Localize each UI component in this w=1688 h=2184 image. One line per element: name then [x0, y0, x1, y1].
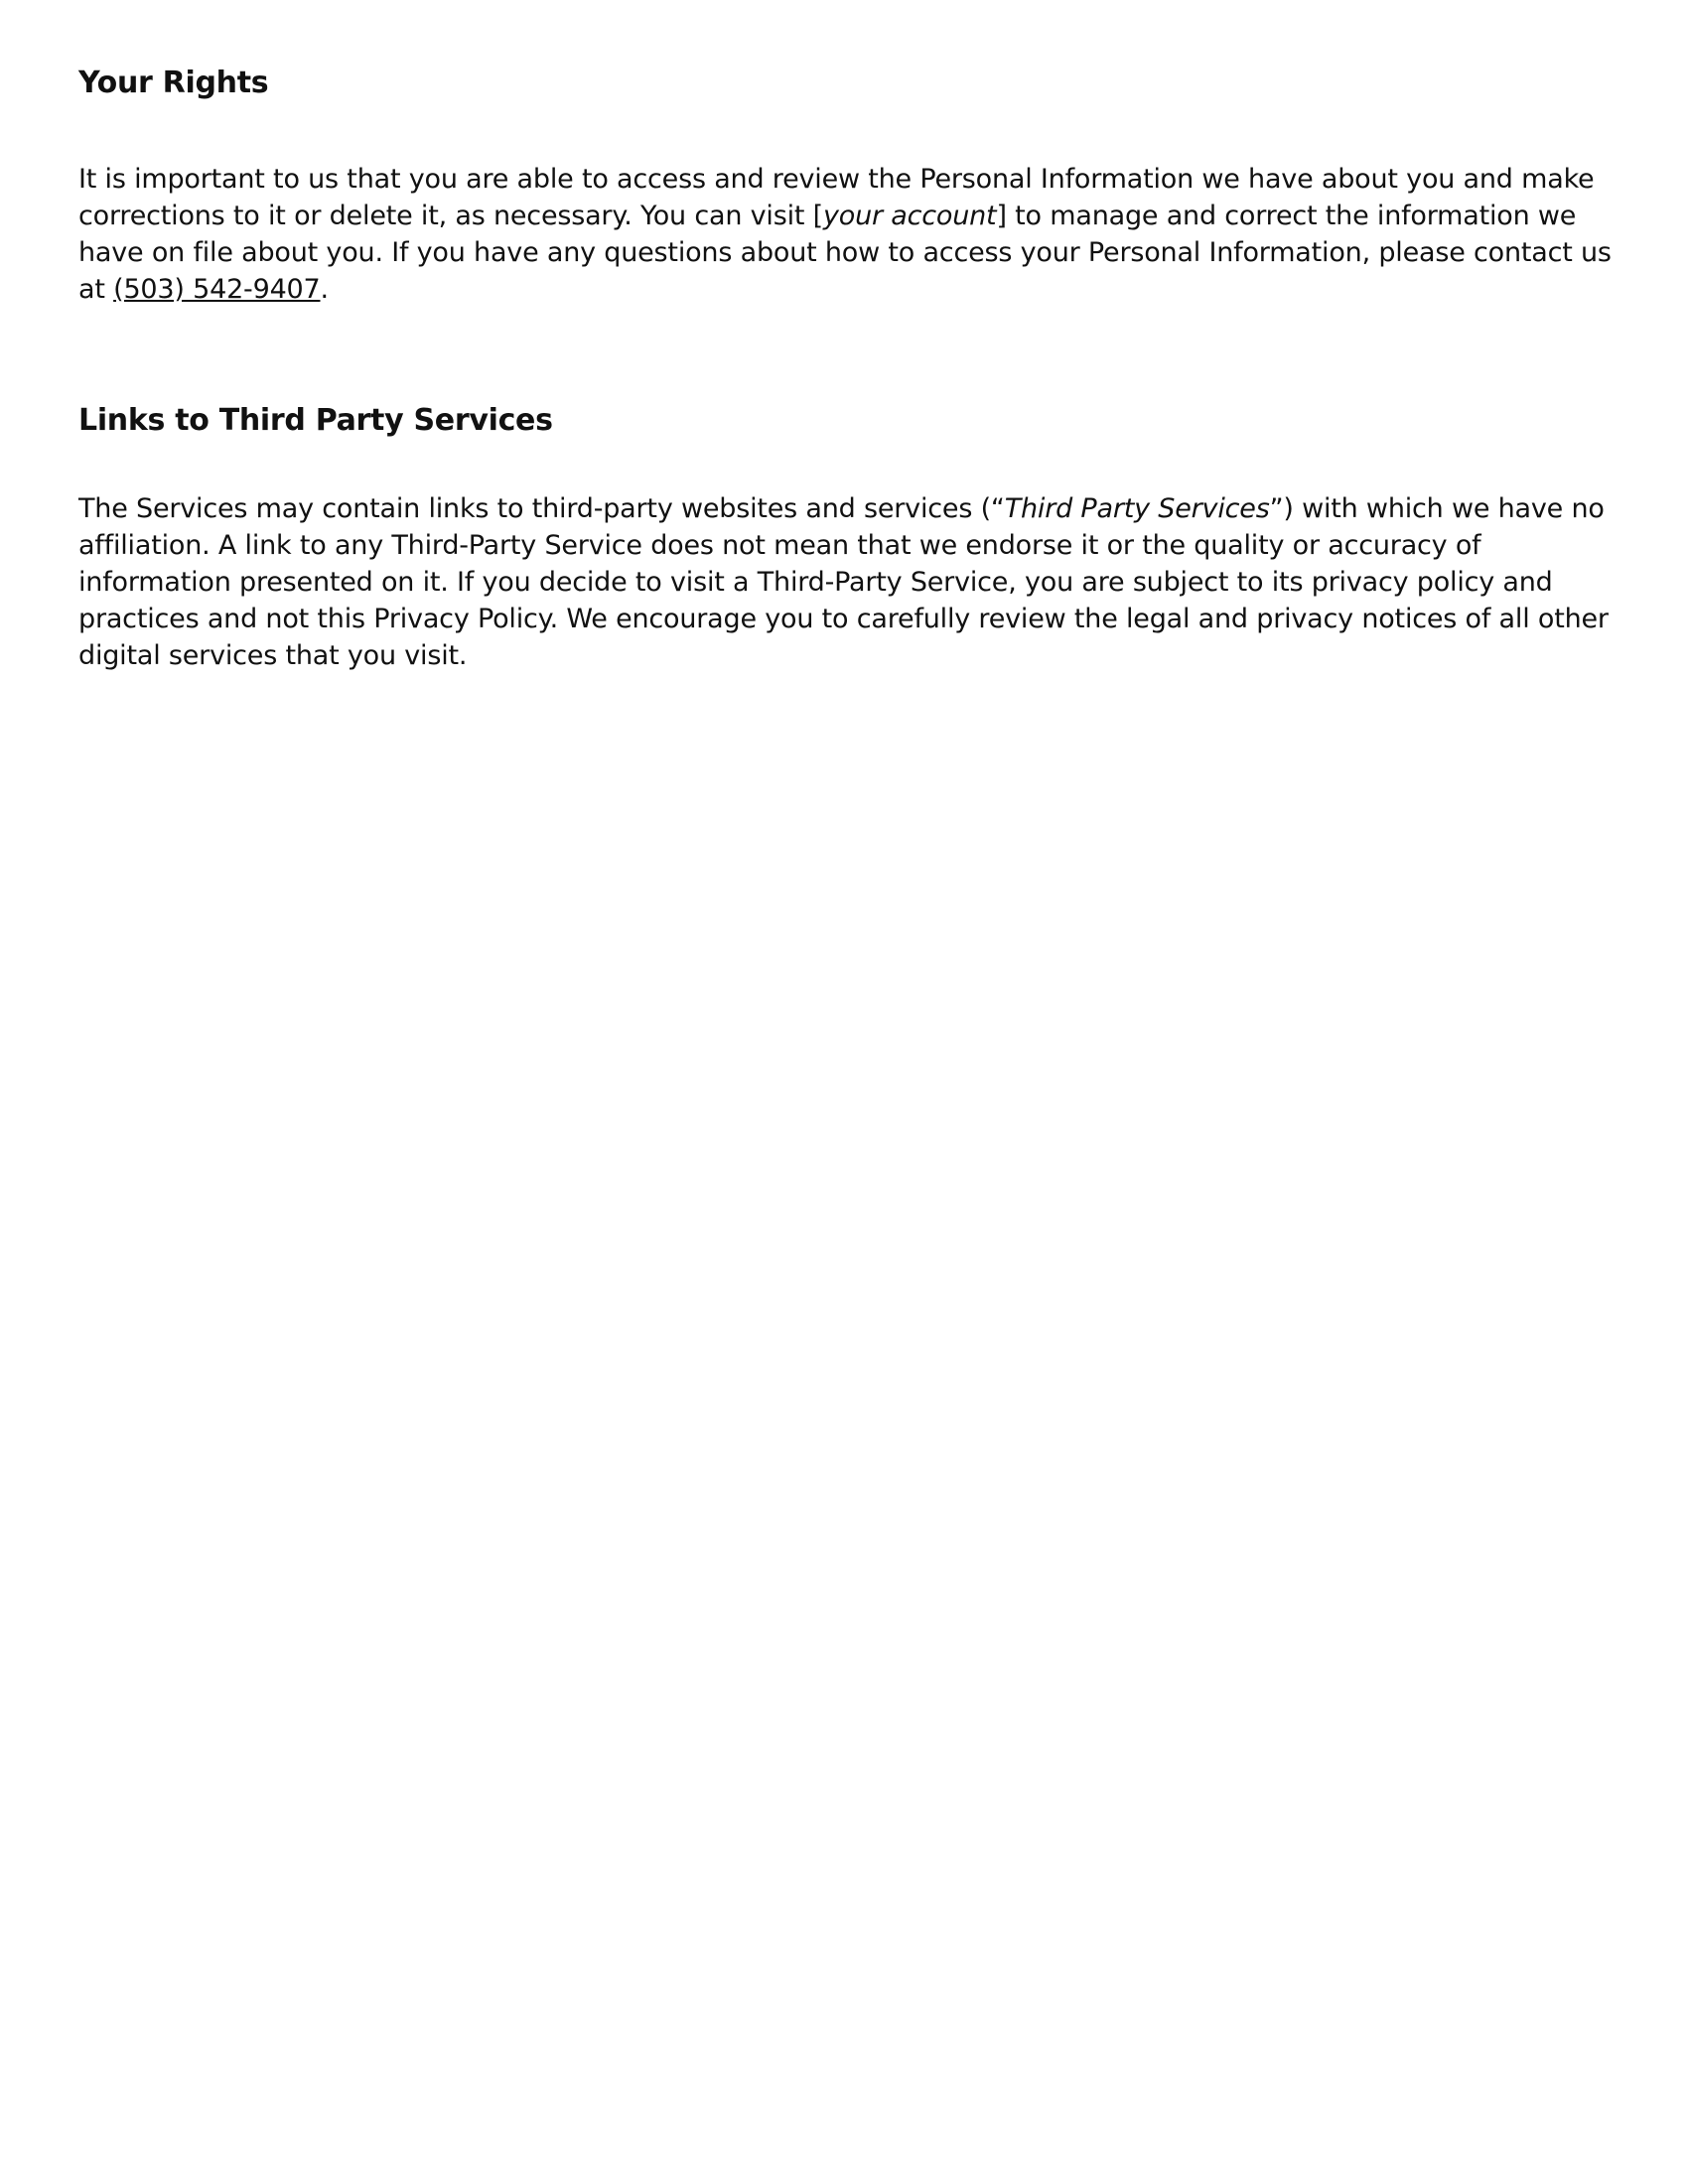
body-text: ] to manage and correct the information we have on file about you. If you have any questions about how to access your Personal Information, please contact us at: [78, 201, 1612, 305]
body-text: ”) with which we have no affiliation. A link to any Third-Party Service does not mean that we endorse it or the quality or accuracy of information presented on it. If you decide to visit a Third-Party Service, you are subject to its privacy policy and practices and not this Privacy Policy. We encourage you to carefully review the legal and privacy notices of all other digital services that you visit.: [78, 493, 1609, 671]
section-title-third-party: Links to Third Party Services: [78, 403, 553, 438]
section-title-your-rights: Your Rights: [78, 66, 269, 100]
body-italic-text: your account: [822, 201, 997, 231]
section-body-your-rights: [78, 161, 1637, 308]
body-text: .: [320, 274, 329, 305]
document-page: [78, 62, 1637, 674]
body-italic-text: Third Party Services: [1004, 493, 1270, 524]
section-body-third-party: [78, 490, 1637, 674]
phone-link[interactable]: (503) 542-9407: [113, 274, 321, 305]
body-text: The Services may contain links to third-party websites and services (“: [78, 493, 1005, 524]
body-text: It is important to us that you are able to access and review the Personal Information we have about you and make corrections to it or delete it, as necessary. You can visit [: [78, 164, 1595, 231]
